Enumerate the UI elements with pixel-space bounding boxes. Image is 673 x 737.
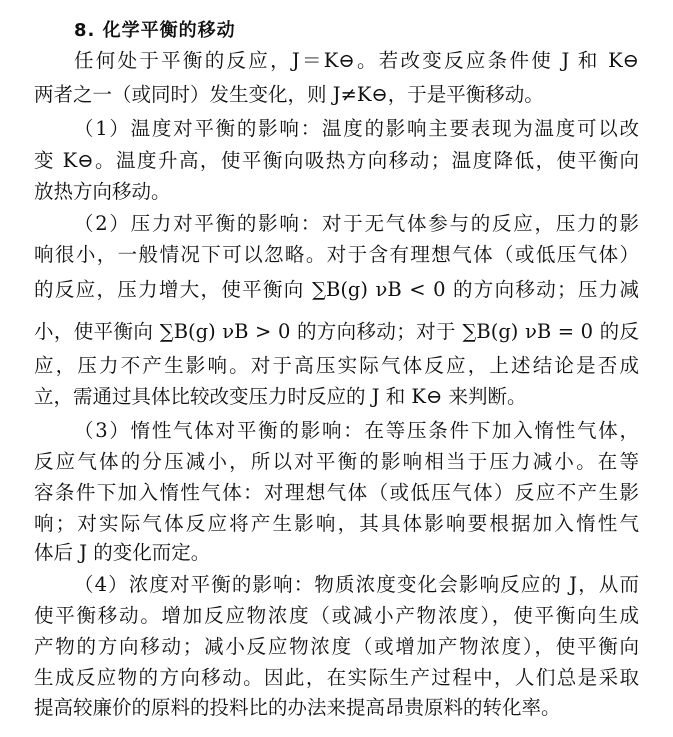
text-line-5: 放热方向移动。: [34, 180, 171, 203]
text-line-21: 提高较廉价的原料的投料比的办法来提高昂贵原料的转化率。: [34, 696, 561, 719]
text-line-14: 容条件下加入惰性气体：对理想气体（或低压气体）反应不产生影: [34, 481, 639, 504]
text-line-1: 任何处于平衡的反应，J＝K⊖。若改变反应条件使 J 和 K⊖: [74, 49, 639, 72]
text-line-7: 响很小，一般情况下可以忽略。对于含有理想气体（或低压气体）: [34, 243, 639, 266]
section-title: 8. 化学平衡的移动: [74, 20, 236, 41]
text-line-4: 变 K⊖。温度升高，使平衡向吸热方向移动；温度降低，使平衡向: [34, 149, 639, 172]
text-line-19: 产物的方向移动；减小反应物浓度（或增加产物浓度），使平衡向: [34, 635, 639, 658]
text-line-6: （2）压力对平衡的影响：对于无气体参与的反应，压力的影: [74, 212, 639, 235]
text-line-10: 应，压力不产生影响。对于高压实际气体反应，上述结论是否成: [34, 354, 639, 377]
text-line-2: 两者之一（或同时）发生变化，则 J≠K⊖，于是平衡移动。: [34, 83, 544, 106]
text-line-3: （1）温度对平衡的影响：温度的影响主要表现为温度可以改: [74, 117, 639, 140]
text-line-15: 响；对实际气体反应将产生影响，其具体影响要根据加入惰性气: [34, 512, 639, 535]
text-line-12: （3）惰性气体对平衡的影响：在等压条件下加入惰性气体，: [74, 419, 639, 442]
text-line-20: 生成反应物的方向移动。因此，在实际生产过程中，人们总是采取: [34, 666, 639, 689]
text-line-13: 反应气体的分压减小，所以对平衡的影响相当于压力减小。在等: [34, 450, 639, 473]
text-line-18: 使平衡移动。增加反应物浓度（或减小产物浓度），使平衡向生成: [34, 604, 639, 627]
text-line-8: 的反应，压力增大，使平衡向 ∑B(g) νB < 0 的方向移动；压力减: [34, 278, 639, 301]
text-line-17: （4）浓度对平衡的影响：物质浓度变化会影响反应的 J，从而: [74, 573, 639, 596]
text-line-11: 立，需通过具体比较改变压力时反应的 J 和 K⊖ 来判断。: [34, 385, 527, 408]
text-line-9: 小，使平衡向 ∑B(g) νB > 0 的方向移动；对于 ∑B(g) νB = 0 的反: [34, 320, 639, 343]
text-line-16: 体后 J 的变化而定。: [34, 541, 211, 564]
